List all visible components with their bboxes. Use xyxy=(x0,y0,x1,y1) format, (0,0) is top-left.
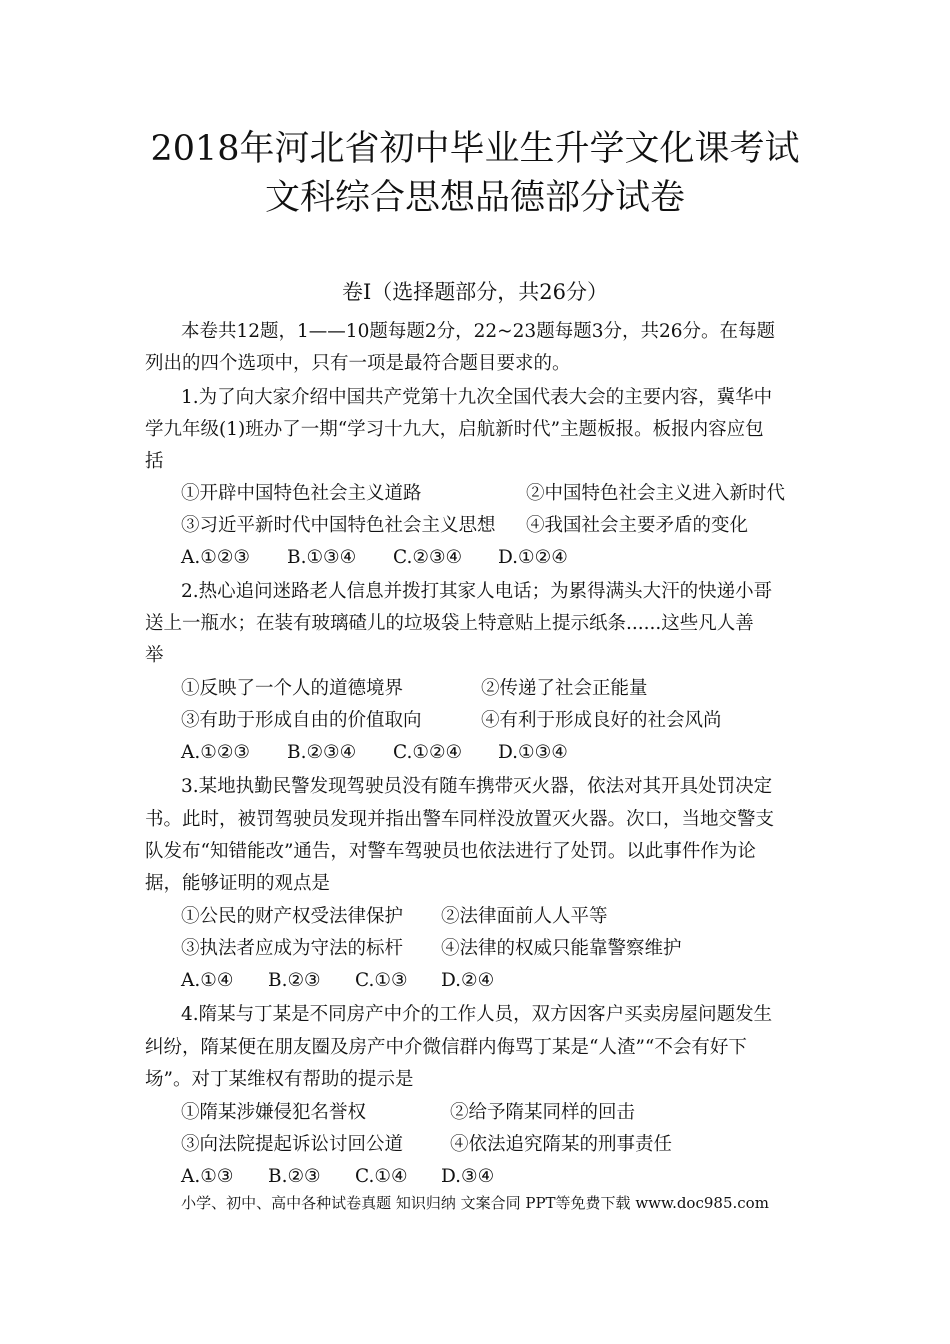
answer-option: A.①②③ xyxy=(181,742,250,763)
statement: ①公民的财产权受法律保护 xyxy=(181,906,404,927)
question-stem-line: 括 xyxy=(145,451,164,472)
statement: ②给予隋某同样的回击 xyxy=(450,1102,636,1123)
answer-option: D.③④ xyxy=(441,1166,495,1187)
answer-option: A.①③ xyxy=(181,1166,234,1187)
answer-option: B.②③ xyxy=(268,1166,321,1187)
question-stem-line: 举 xyxy=(145,645,164,666)
statement: ③有助于形成自由的价值取向 xyxy=(181,710,422,731)
question-stem-line: 1.为了向大家介绍中国共产党第十九次全国代表大会的主要内容，冀华中 xyxy=(181,387,773,408)
answer-option: C.①④ xyxy=(355,1166,408,1187)
statement: ②传递了社会正能量 xyxy=(481,678,648,699)
question-stem-line: 队发布“知错能改”通告，对警车驾驶员也依法进行了处罚。以此事件作为论 xyxy=(145,841,756,862)
answer-option: B.①③④ xyxy=(287,547,357,568)
answer-option: A.①②③ xyxy=(181,547,250,568)
statement: ③执法者应成为守法的标杆 xyxy=(181,938,404,959)
question-stem-line: 书。此时，被罚驾驶员发现并指出警车同样没放置灭火器。次口，当地交警支 xyxy=(145,809,775,830)
instructions-line: 本卷共12题，1——10题每题2分，22~23题每题3分，共26分。在每题 xyxy=(181,321,776,342)
question-stem-line: 据，能够证明的观点是 xyxy=(145,873,331,894)
question-stem-line: 纠纷，隋某便在朋友圈及房产中介微信群内侮骂丁某是“人渣”“不会有好下 xyxy=(145,1037,747,1058)
answer-option: A.①④ xyxy=(181,970,234,991)
statement: ①反映了一个人的道德境界 xyxy=(181,678,404,699)
statement: ④法律的权威只能靠警察维护 xyxy=(441,938,682,959)
answer-option: C.②③④ xyxy=(393,547,463,568)
answer-option: C.①②④ xyxy=(393,742,463,763)
statement: ①开辟中国特色社会主义道路 xyxy=(181,483,422,504)
statement: ①隋某涉嫌侵犯名誉权 xyxy=(181,1102,367,1123)
question-stem-line: 场”。对丁某维权有帮助的提示是 xyxy=(145,1069,414,1090)
statement: ②法律面前人人平等 xyxy=(441,906,608,927)
statement: ④依法追究隋某的刑事责任 xyxy=(450,1134,673,1155)
footer-download-notice: 小学、初中、高中各种试卷真题 知识归纳 文案合同 PPT等免费下载 www.doc985.com xyxy=(181,1194,769,1212)
answer-option: C.①③ xyxy=(355,970,408,991)
answer-option: B.②③ xyxy=(268,970,321,991)
statement: ④有利于形成良好的社会风尚 xyxy=(481,710,722,731)
question-stem-line: 4.隋某与丁某是不同房产中介的工作人员，双方因客户买卖房屋问题发生 xyxy=(181,1004,773,1025)
statement: ②中国特色社会主义进入新时代 xyxy=(526,483,786,504)
answer-option: B.②③④ xyxy=(287,742,357,763)
section-heading: 卷Ⅰ（选择题部分，共26分） xyxy=(341,280,609,304)
answer-option: D.①③④ xyxy=(498,742,568,763)
question-stem-line: 2.热心追问迷路老人信息并拨打其家人电话；为累得满头大汗的快递小哥 xyxy=(181,581,773,602)
answer-option: D.①②④ xyxy=(498,547,568,568)
exam-title-line2: 文科综合思想品德部分试卷 xyxy=(264,178,685,218)
statement: ③向法院提起诉讼讨回公道 xyxy=(181,1134,404,1155)
statement: ④我国社会主要矛盾的变化 xyxy=(526,515,749,536)
question-stem-line: 3.某地执勤民警发现驾驶员没有随车携带灭火器，依法对其开具处罚决定 xyxy=(181,776,773,797)
answer-option: D.②④ xyxy=(441,970,495,991)
question-stem-line: 送上一瓶水；在装有玻璃碴儿的垃圾袋上特意贴上提示纸条......这些凡人善 xyxy=(145,613,754,634)
question-stem-line: 学九年级(1)班办了一期“学习十九大，启航新时代”主题板报。板报内容应包 xyxy=(145,419,764,440)
statement: ③习近平新时代中国特色社会主义思想 xyxy=(181,515,496,536)
exam-title-line1: 2018年河北省初中毕业生升学文化课考试 xyxy=(150,129,800,169)
instructions-line: 列出的四个选项中，只有一项是最符合题目要求的。 xyxy=(145,353,571,374)
